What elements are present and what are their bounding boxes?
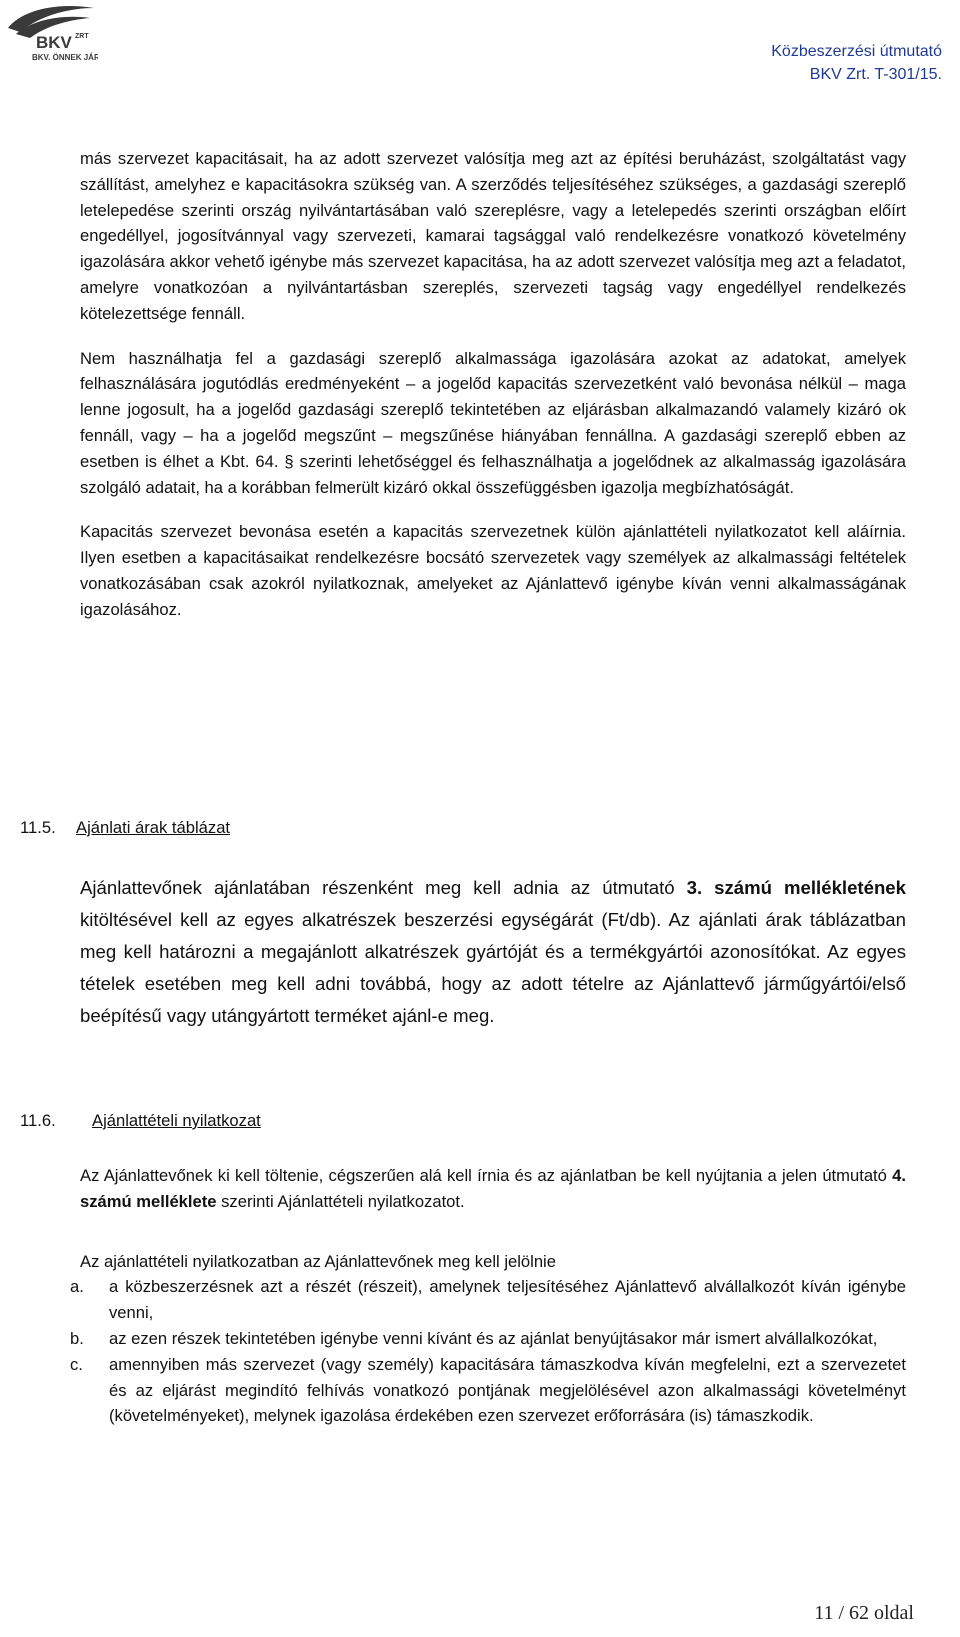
bold-reference: 4. számú melléklete [80,1166,906,1211]
section-11-5-paragraph [80,872,906,1032]
doc-ref: BKV Zrt. T-301/15. [809,66,942,83]
text-part: szerinti Ajánlattételi nyilatkozatot. [216,1191,465,1211]
logo-text: BKV [36,33,72,52]
section-11-6-body [70,1163,906,1429]
logo-sup: ZRT [75,33,89,40]
body-content [80,146,906,623]
logo-slogan: BKV. ÖNNEK JÁR. [32,53,98,62]
section-11-5-body [80,872,906,1032]
list-marker: c. [70,1354,83,1374]
bkv-logo-icon [2,2,98,72]
list-marker: a. [70,1277,84,1297]
header-info [771,40,942,86]
section-title: Ajánlati árak táblázat [76,818,231,837]
section-11-5-heading [20,816,230,840]
list-item [70,1274,906,1326]
section-title: Ajánlattételi nyilatkozat [92,1111,261,1130]
section-number: 11.6. [20,1111,56,1130]
list-item [70,1352,906,1429]
list-intro: Az ajánlattételi nyilatkozatban az Ajánlattevőnek meg kell jelölnie [80,1251,556,1271]
bold-reference: 3. számú mellékletének [686,877,906,898]
bkv-logo [2,2,98,72]
section-11-6-paragraph [80,1163,906,1215]
requirement-list [70,1274,906,1429]
text-part: Ajánlattevőnek ajánlatában részenként meg kell adnia az útmutató [80,877,687,898]
paragraph-3: Kapacitás szervezet bevonása esetén a kapacitás szervezetnek külön ajánlattételi nyilatkozatot kell aláírnia. Ilyen esetben a kapacitásaikat rendelkezésre bocsátó szervezetek vagy személyek az alkalmassági feltételek vonatkozásában csak azokról nyilatkoznak, amelyeket az Ajánlattevő igénybe kíván venni alkalmasságának igazolásához. [80,522,906,619]
section-number: 11.5. [20,818,56,837]
section-11-6-heading [20,1109,261,1133]
list-item-text: a közbeszerzésnek azt a részét (részeit), amelynek teljesítéséhez Ajánlattevő alvállalkozót kíván igénybe venni, [109,1277,906,1323]
list-item-text: az ezen részek tekintetében igénybe venni kívánt és az ajánlat benyújtásakor már ismert alvállalkozókat, [109,1328,878,1348]
page-number: 11 / 62 oldal [814,1602,914,1624]
list-item [70,1326,906,1352]
paragraph-2: Nem használhatja fel a gazdasági szereplő alkalmassága igazolására azokat az adatokat, amelyek felhasználására jogutódlás eredményeként – a jogelőd kapacitás szervezetként való bevonása nélkül – maga lenne jogosult, ha a jogelőd gazdasági szereplő tekintetében az eljárásban alkalmazandó valamely kizáró ok fennáll, vagy – ha a jogelőd megszűnt – megszűnése hiányában fennállna. A gazdasági szereplő ebben az esetben is élhet a Kbt. 64. § szerinti lehetőséggel és felhasználhatja a jogelődnek az alkalmasság igazolására szolgáló adatait, ha a korábban felmerült kizáró okkal összefüggésben igazolja megbízhatóságát. [80,348,906,497]
list-item-text: amennyiben más szervezet (vagy személy) kapacitására támaszkodva kíván megfelelni, ezt a szervezetet és az eljárást megindító felhívás vonatkozó pontjának megjelölésével azon alkalmassági követelményt (követelményeket), melynek igazolása érdekében ezen szervezet erőforrására (is) támaszkodik. [109,1354,906,1426]
text-part: Az Ajánlattevőnek ki kell töltenie, cégszerűen alá kell írnia és az ajánlatban be kell nyújtania a jelen útmutató [80,1166,893,1185]
doc-title: Közbeszerzési útmutató [771,43,942,60]
list-marker: b. [70,1328,84,1348]
paragraph-1: más szervezet kapacitásait, ha az adott szervezet valósítja meg azt az építési beruházást, szolgáltatást vagy szállítást, amelyhez e kapacitásokra szükség van. A szerződés teljesítéséhez szükséges, a gazdasági szereplő letelepedése szerinti ország nyilvántartásában való szereplésre, vagy a letelepedés szerinti országban előírt engedéllyel, jogosítvánnyal vagy szervezeti, kamarai tagsággal való rendelkezésre vonatkozó követelmény igazolására akkor vehető igénybe más szervezet kapacitása, ha az adott szervezet valósítja meg azt a feladatot, amelyre vonatkozóan a nyilvántartásban szereplés, szervezeti tagság vagy engedéllyel rendelkezés kötelezettsége fennáll. [80,149,906,323]
text-part: kitöltésével kell az egyes alkatrészek beszerzési egységárát (Ft/db). Az ajánlati árak táblázatban meg kell határozni a megajánlott alkatrészek gyártóját és a termékgyártói azonosítókat. Az egyes tételek esetében meg kell adni továbbá, hogy az adott tételre az Ajánlattevő járműgyártói/első beépítésű vagy utángyártott terméket ajánl-e meg. [80,909,906,1026]
